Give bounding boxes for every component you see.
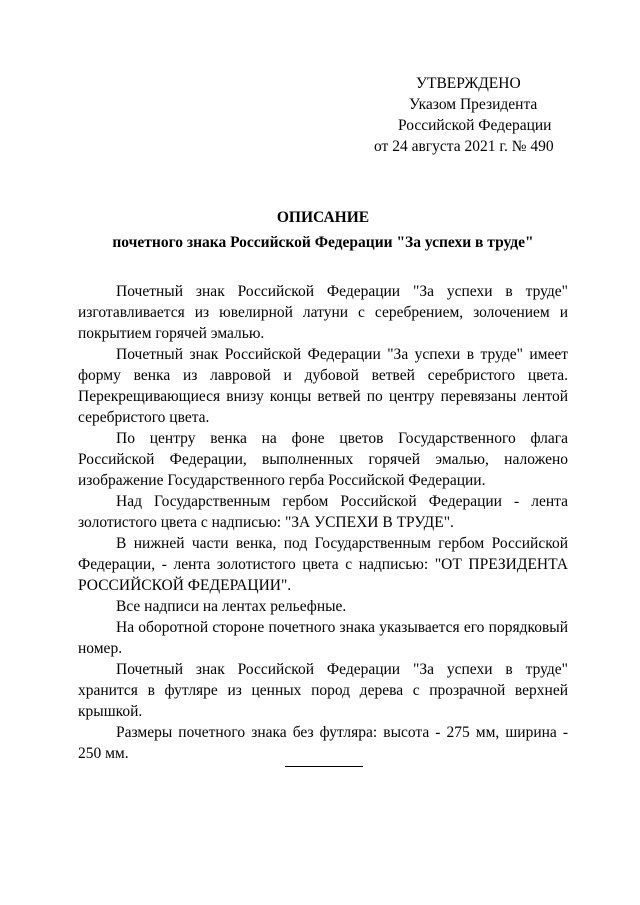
paragraph-bottom-ribbon: В нижней части венка, под Государственным гербом Российской Федерации, - лента золотистого цвета с надписью: "ОТ ПРЕЗИДЕНТА РОССИЙСКОЙ ФЕДЕРАЦИИ". [78,535,568,594]
document-subtitle: почетного знака Российской Федерации "За успехи в труде" [112,234,534,251]
closing-divider [285,766,363,767]
paragraph-shape: Почетный знак Российской Федерации "За успехи в труде" имеет форму венка из лавровой и дубовой ветвей серебристого цвета. Перекрещивающиеся внизу концы ветвей по центру перевязаны лентой серебристого цвета. [78,346,568,426]
paragraph-top-ribbon: Над Государственным гербом Российской Федерации - лента золотистого цвета с надписью: "ЗА УСПЕХИ В ТРУДЕ". [78,493,568,531]
paragraph-reverse: На оборотной стороне почетного знака указывается его порядковый номер. [78,619,568,657]
approval-line-decree: Указом Президента [409,96,538,113]
approval-line-federation: Российской Федерации [398,117,552,134]
paragraph-center: По центру венка на фоне цветов Государственного флага Российской Федерации, выполненных горячей эмалью, наложено изображение Государственного герба Российской Федерации. [78,430,568,489]
paragraph-relief: Все надписи на лентах рельефные. [116,598,347,615]
document-body [78,281,568,764]
approval-title: УТВЕРЖДЕНО [416,75,521,92]
document-title: ОПИСАНИЕ [276,209,370,226]
paragraph-material: Почетный знак Российской Федерации "За успехи в труде" изготавливается из ювелирной латуни с серебрением, золочением и покрытием горячей эмалью. [78,283,568,342]
paragraph-case: Почетный знак Российской Федерации "За успехи в труде" хранится в футляре из ценных пород дерева с прозрачной верхней крышкой. [78,661,568,720]
paragraph-dimensions: Размеры почетного знака без футляра: высота - 275 мм, ширина - 250 мм. [78,724,568,762]
approval-block [360,73,590,157]
approval-line-date: от 24 августа 2021 г. № 490 [374,138,554,155]
